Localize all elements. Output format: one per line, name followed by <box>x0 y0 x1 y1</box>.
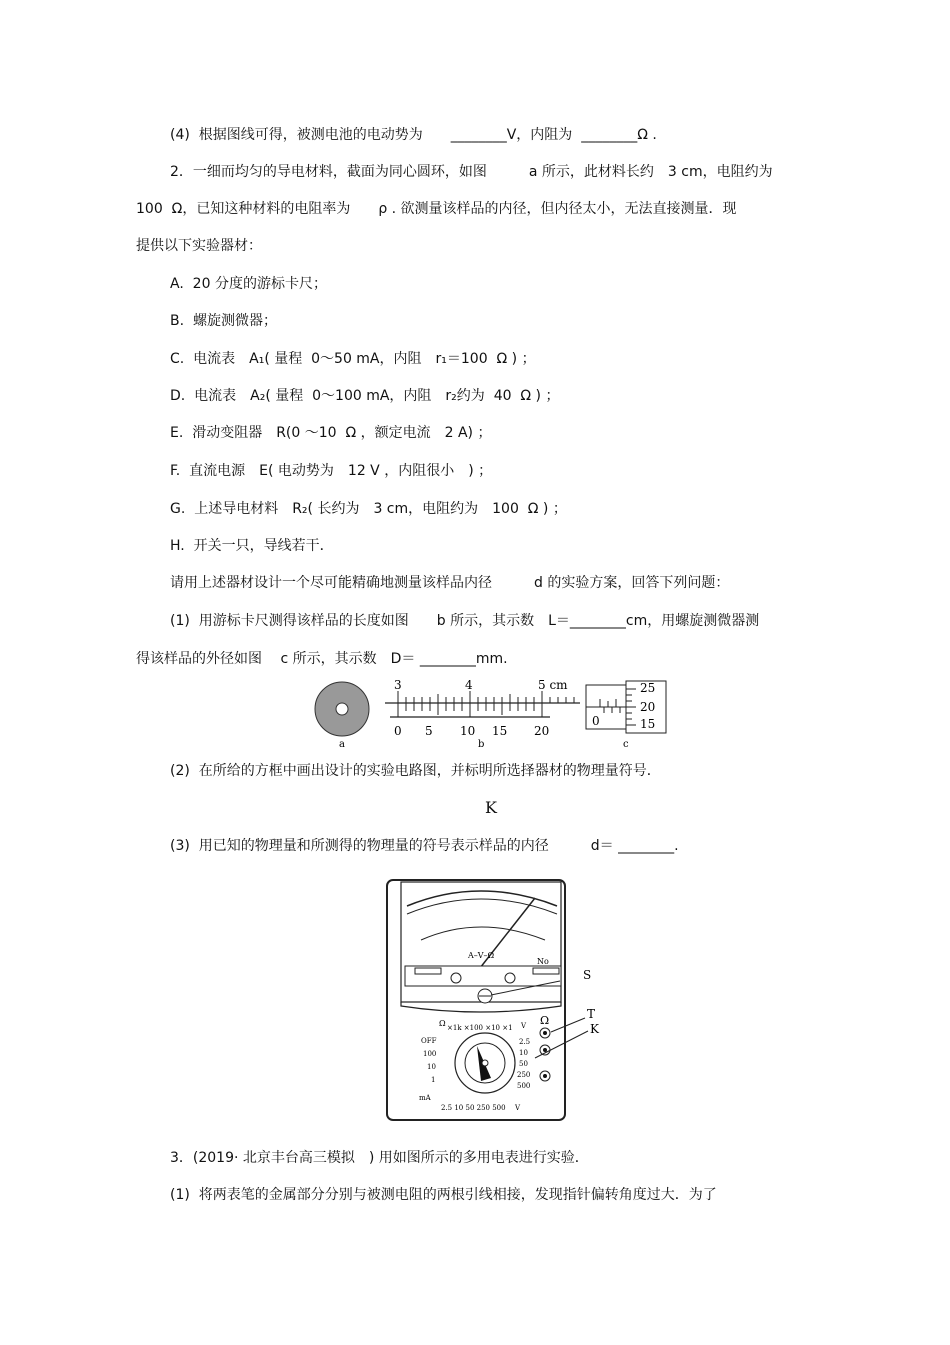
label-v-range: 500 <box>517 1082 531 1090</box>
text-line: (2) 在所给的方框中画出设计的实验电路图，并标明所选择器材的物理量符号． <box>170 763 661 779</box>
caliper-vernier-label: 0 <box>394 724 402 738</box>
text-line: (4) 根据图线可得，被测电池的电动势为 ________V，内阻为 ________Ω . <box>170 127 657 143</box>
meter-title: A–V–Ω <box>468 951 495 960</box>
micrometer-label: 15 <box>640 717 656 731</box>
label-k: K <box>590 1022 599 1036</box>
figure-label-b: b <box>478 739 485 749</box>
text-line: A. 20 分度的游标卡尺； <box>170 276 327 292</box>
label-t: T <box>587 1007 596 1021</box>
label-v-range: 2.5 <box>519 1038 531 1046</box>
text-line: 100 Ω，已知这种材料的电阻率为 ρ . 欲测量该样品的内径，但内径太小，无法直接测量．现 <box>136 201 737 217</box>
caliper-vernier-label: 10 <box>460 724 476 738</box>
k-label: K <box>485 798 497 817</box>
label-v-range: 10 <box>519 1049 528 1057</box>
label-v-range: 50 <box>519 1060 528 1068</box>
text-line: 3．(2019· 北京丰台高三模拟 ) 用如图所示的多用电表进行实验． <box>170 1150 589 1166</box>
text-line: 请用上述器材设计一个尽可能精确地测量该样品内径 d 的实验方案，回答下列问题： <box>170 575 730 591</box>
label-ohm: Ω <box>439 1019 446 1028</box>
label-off: OFF <box>421 1037 437 1045</box>
caliper-main-label: 4 <box>465 678 473 692</box>
label-v-bottom: V <box>515 1104 521 1112</box>
text-line: H. 开关一只，导线若干． <box>170 538 334 554</box>
caliper-vernier-label: 5 <box>425 724 433 738</box>
text-line: D. 电流表 A₂( 量程 0～100 mA，内阻 r₂约为 40 Ω ) ； <box>170 388 560 404</box>
text-line: (1) 用游标卡尺测得该样品的长度如图 b 所示，其示数 L＝________cm，用螺旋测微器测 <box>170 613 760 629</box>
label-ma-range: 1 <box>431 1076 436 1084</box>
text-line: E. 滑动变阻器 R(0 ～10 Ω ，额定电流 2 A) ； <box>170 425 492 441</box>
micrometer-label: 20 <box>640 700 656 714</box>
label-ma-range: 10 <box>427 1063 436 1071</box>
text-line: (3) 用已知的物理量和所测得的物理量的符号表示样品的内径 d＝ ________. <box>170 838 679 854</box>
label-v-range: 250 <box>517 1071 531 1079</box>
multimeter-figure <box>385 878 605 1123</box>
figure-label-c: c <box>623 739 629 749</box>
caliper-vernier-label: 20 <box>534 724 550 738</box>
meter-no: No <box>537 957 549 966</box>
text-line: 提供以下实验器材： <box>136 238 262 254</box>
figure-label-a: a <box>339 739 345 749</box>
text-line: B. 螺旋测微器； <box>170 313 277 329</box>
text-line: F. 直流电源 E( 电动势为 12 V ，内阻很小 ) ； <box>170 463 493 479</box>
label-ranges: ×1k ×100 ×10 ×1 <box>447 1024 513 1032</box>
micrometer-label: 0 <box>592 714 600 728</box>
label-ma-range: 100 <box>423 1050 437 1058</box>
caliper-main-label: 5 cm <box>538 678 568 692</box>
label-bottom-ranges: 2.5 10 50 250 500 <box>441 1104 506 1112</box>
figure-abc <box>310 677 690 749</box>
caliper-vernier-label: 15 <box>492 724 508 738</box>
text-line: 得该样品的外径如图 c 所示，其示数 D＝ ________mm. <box>136 651 508 667</box>
text-line: C. 电流表 A₁( 量程 0～50 mA，内阻 r₁＝100 Ω ) ； <box>170 351 536 367</box>
label-ma: mA <box>419 1094 431 1102</box>
micrometer-label: 25 <box>640 681 656 695</box>
caliper-main-label: 3 <box>394 678 402 692</box>
label-s: S <box>583 968 592 982</box>
label-v-top: V <box>521 1022 527 1030</box>
jack-ohm-label: Ω <box>540 1014 550 1027</box>
text-line: (1) 将两表笔的金属部分分别与被测电阻的两根引线相接，发现指针偏转角度过大．为了 <box>170 1187 717 1203</box>
text-line: 2．一细而均匀的导电材料，截面为同心圆环，如图 a 所示，此材料长约 3 cm，电阻约为 <box>170 164 773 180</box>
text-line: G. 上述导电材料 R₂( 长约为 3 cm，电阻约为 100 Ω ) ； <box>170 501 567 517</box>
